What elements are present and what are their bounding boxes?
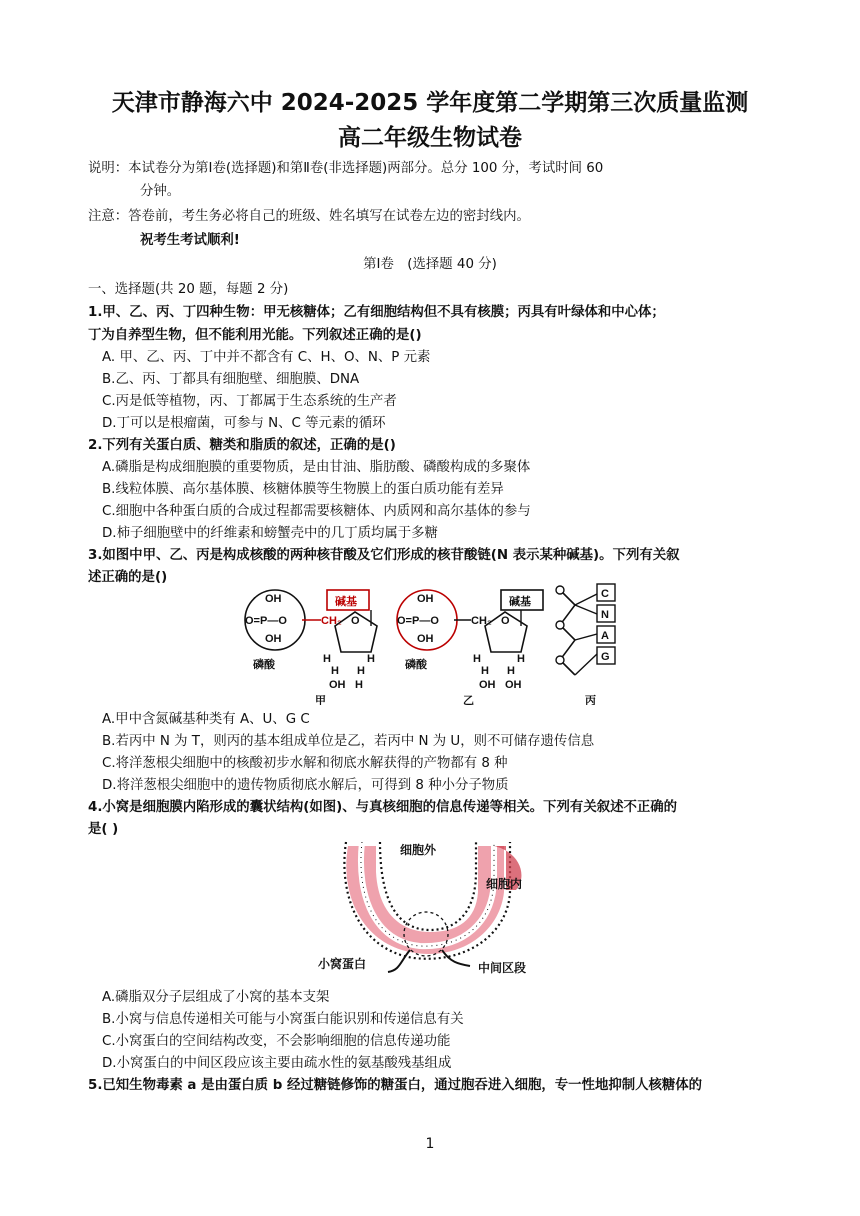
ring-oxygen: O: [501, 615, 510, 627]
label-outside: 细胞外: [400, 843, 437, 857]
attention-line: 注意：答卷前，考生务必将自己的班级、姓名填写在试卷左边的密封线内。: [88, 209, 530, 224]
explain-line-1: 说明：本试卷分为第Ⅰ卷(选择题)和第Ⅱ卷(非选择题)两部分。总分 100 分，考试时间 60: [88, 161, 604, 176]
nucleotide-chain-bing: [556, 584, 615, 705]
caveola-figure: [300, 832, 570, 980]
q3-option-b: B.若丙中 N 为 T，则丙的基本组成单位是乙，若丙中 N 为 U，则不可储存遗传信息: [102, 734, 595, 749]
part-heading: 一、选择题(共 20 题，每题 2 分): [88, 282, 289, 297]
chain-base: G: [601, 651, 610, 663]
oh-label: OH: [329, 679, 346, 691]
wish-line: 祝考生考试顺利!: [140, 233, 240, 248]
q4-stem-2: 是( ): [88, 822, 119, 837]
q2-stem-1: 2.下列有关蛋白质、糖类和脂质的叙述，正确的是(): [88, 438, 396, 453]
oh-label: OH: [417, 593, 434, 605]
q1-option-b: B.乙、丙、丁都具有细胞壁、细胞膜、DNA: [102, 372, 360, 387]
q4-option-b: B.小窝与信息传递相关可能与小窝蛋白能识别和传递信息有关: [102, 1012, 464, 1027]
section-heading: 第Ⅰ卷 (选择题 40 分): [363, 257, 497, 272]
q1-option-c: C.丙是低等植物，丙、丁都属于生态系统的生产者: [102, 394, 397, 409]
q4-option-a: A.磷脂双分子层组成了小窝的基本支架: [102, 990, 330, 1005]
h-label: H: [331, 665, 339, 677]
chain-base: C: [601, 588, 609, 600]
exam-subtitle: 高二年级生物试卷: [338, 125, 522, 151]
q1-option-d: D.丁可以是根瘤菌，可参与 N、C 等元素的循环: [102, 416, 386, 431]
q2-option-a: A.磷脂是构成细胞膜的重要物质，是由甘油、脂肪酸、磷酸构成的多聚体: [102, 460, 531, 475]
ring-oxygen: O: [351, 615, 360, 627]
q3-option-d: D.将洋葱根尖细胞中的遗传物质彻底水解后，可得到 8 种小分子物质: [102, 778, 509, 793]
h-label: H: [367, 653, 375, 665]
q3-stem-2: 述正确的是(): [88, 570, 168, 585]
h-label: H: [507, 665, 515, 677]
oh-label: OH: [479, 679, 496, 691]
oh-label: OH: [417, 633, 434, 645]
q3-option-a: A.甲中含氮碱基种类有 A、U、G C: [102, 712, 310, 727]
q4-stem-1: 4.小窝是细胞膜内陷形成的囊状结构(如图)、与真核细胞的信息传递等相关。下列有关叙述不正确的: [88, 800, 678, 815]
label-jia: 甲: [315, 695, 326, 705]
q2-option-b: B.线粒体膜、高尔基体膜、核糖体膜等生物膜上的蛋白质功能有差异: [102, 482, 504, 497]
nucleotide-jia: [245, 590, 377, 705]
q3-option-c: C.将洋葱根尖细胞中的核酸初步水解和彻底水解获得的产物都有 8 种: [102, 756, 508, 771]
explain-line-2: 分钟。: [140, 184, 181, 199]
label-caveolin: 小窝蛋白: [318, 957, 367, 971]
h-label: H: [357, 665, 365, 677]
chain-base: A: [601, 630, 609, 642]
nucleotide-yi: [397, 590, 543, 705]
q2-option-c: C.细胞中各种蛋白质的合成过程都需要核糖体、内质网和高尔基体的参与: [102, 504, 531, 519]
base-box-label: 碱基: [335, 596, 357, 608]
ch2-label: CH₂: [321, 615, 342, 627]
h-label: H: [355, 679, 363, 691]
label-bing: 丙: [585, 695, 596, 705]
h-label: H: [323, 653, 331, 665]
label-yi: 乙: [463, 695, 474, 705]
label-inside: 细胞内: [486, 877, 523, 891]
q1-stem-2: 丁为自养型生物，但不能利用光能。下列叙述正确的是(): [88, 328, 422, 343]
h-label: H: [481, 665, 489, 677]
chain-base: N: [601, 609, 609, 621]
page-number: 1: [425, 1136, 435, 1152]
phosphate-label: 磷酸: [253, 659, 275, 671]
nucleotide-figure: [235, 580, 635, 705]
q1-stem-1: 1.甲、乙、丙、丁四种生物：甲无核糖体；乙有细胞结构但不具有核膜；丙具有叶绿体和中心体；: [88, 305, 665, 320]
oh-label: OH: [265, 593, 282, 605]
phosphate-group: O=P—O: [245, 615, 287, 627]
label-middle-segment: 中间区段: [478, 961, 527, 975]
oh-label: OH: [505, 679, 522, 691]
q5-stem-1: 5.已知生物毒素 a 是由蛋白质 b 经过糖链修饰的糖蛋白，通过胞吞进入细胞，专一性地抑制人核糖体的: [88, 1078, 703, 1093]
ch2-label: CH₂: [471, 615, 492, 627]
phosphate-label: 磷酸: [405, 659, 427, 671]
oh-label: OH: [265, 633, 282, 645]
base-box-label: 碱基: [509, 596, 531, 608]
q2-option-d: D.柿子细胞壁中的纤维素和螃蟹壳中的几丁质均属于多糖: [102, 526, 438, 541]
q4-option-d: D.小窝蛋白的中间区段应该主要由疏水性的氨基酸残基组成: [102, 1056, 452, 1071]
h-label: H: [517, 653, 525, 665]
exam-title: 天津市静海六中 2024-2025 学年度第二学期第三次质量监测: [111, 90, 749, 116]
q3-stem-1: 3.如图中甲、乙、丙是构成核酸的两种核苷酸及它们形成的核苷酸链(N 表示某种碱基)。下列有关叙: [88, 548, 680, 563]
h-label: H: [473, 653, 481, 665]
q1-option-a: A. 甲、乙、丙、丁中并不都含有 C、H、O、N、P 元素: [102, 350, 431, 365]
phosphate-group: O=P—O: [397, 615, 439, 627]
q4-option-c: C.小窝蛋白的空间结构改变，不会影响细胞的信息传递功能: [102, 1034, 451, 1049]
